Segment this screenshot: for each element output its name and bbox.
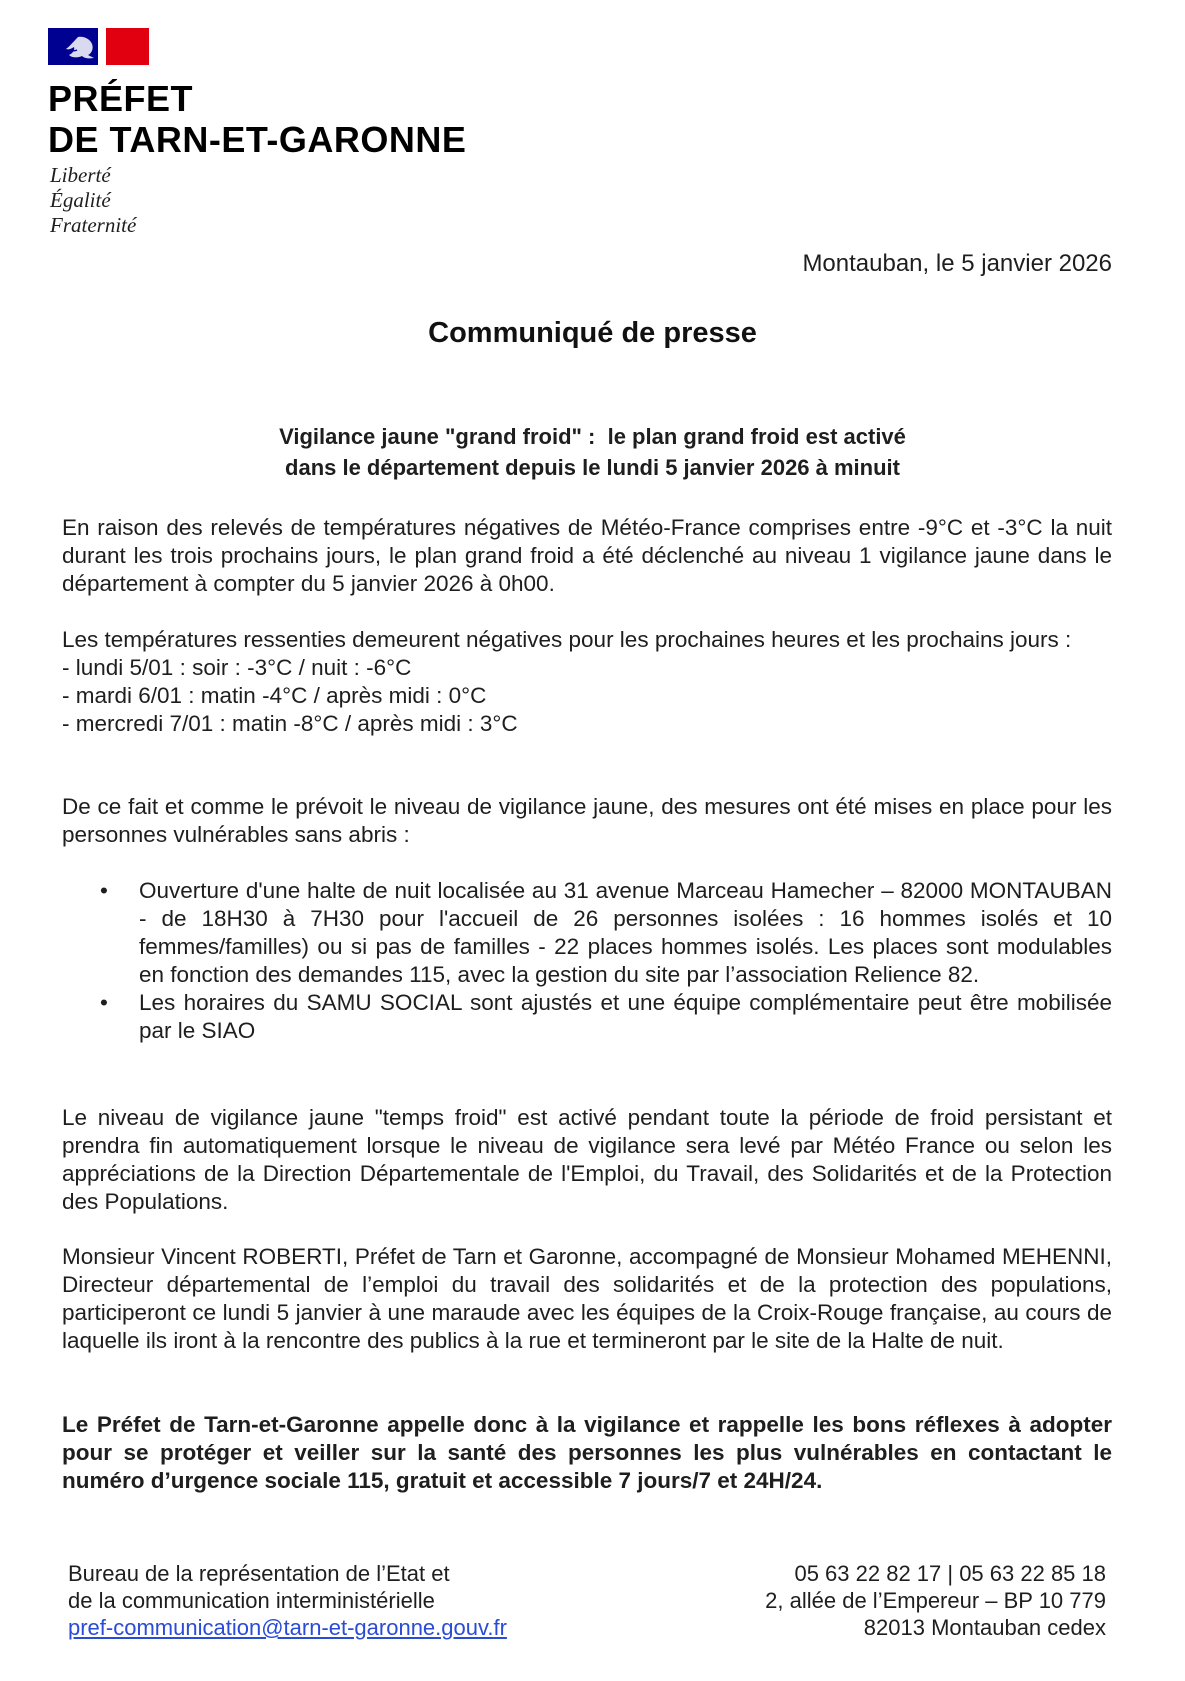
temperatures-intro: Les températures ressenties demeurent négatives pour les prochaines heures et les prochains jours : [62,627,1072,652]
paragraph-measures: De ce fait et comme le prévoit le niveau de vigilance jaune, des mesures ont été mises en place pour les personnes vulnérables sans abris : [62,794,1112,847]
footer-address-line-2: 82013 Montauban cedex [863,1615,1106,1640]
paragraph-call-to-vigilance: Le Préfet de Tarn-et-Garonne appelle donc à la vigilance et rappelle les bons réflexes à adopter pour se protéger et veiller sur la santé des personnes les plus vulnérables en contactant le numéro d’urgence sociale 115, gratuit et accessible 7 jours/7 et 24H/24. [62,1412,1112,1493]
bullet-icon: • [100,990,108,1015]
subject-line-1: Vigilance jaune "grand froid" : le plan grand froid est activé [279,424,906,449]
subject-heading [0,421,1185,483]
subject-line-2: dans le département depuis le lundi 5 janvier 2026 à minuit [285,455,900,480]
footer-phones: 05 63 22 82 17 | 05 63 22 85 18 [794,1561,1106,1586]
paragraph-maraude: Monsieur Vincent ROBERTI, Préfet de Tarn et Garonne, accompagné de Monsieur Mohamed MEHENNI, Directeur départemental de l’emploi du travail des solidarités et de la protection des populations, participeront ce lundi 5 janvier à une maraude avec les équipes de la Croix-Rouge française, au cours de laquelle ils iront à la rencontre des publics à la rue et termineront par le site de la Halte de nuit. [62,1244,1112,1353]
footer-address [765,1560,1106,1641]
marianne-logo [48,28,149,65]
footer-contact-office [68,1560,507,1641]
footer-office-line-1: Bureau de la représentation de l’Etat et [68,1561,450,1586]
paragraph-temperatures [62,626,1112,738]
temperature-line: - mercredi 7/01 : matin -8°C / après midi : 3°C [62,711,518,736]
list-item-text: Ouverture d'une halte de nuit localisée au 31 avenue Marceau Hamecher – 82000 MONTAUBAN - de 18H30 à 7H30 pour l'accueil de 26 personnes isolées : 16 hommes isolés et 10 femmes/familles) ou si pas de familles - 22 places hommes isolés. Les places sont modulables en fonction des demandes 115, avec la gestion du site par l’association Relience 82. [139,878,1112,987]
document-title: Communiqué de presse [428,317,757,349]
marianne-profile-icon [48,28,98,65]
bullet-icon: • [100,878,108,903]
temperature-line: - mardi 6/01 : matin -4°C / après midi : 0°C [62,683,487,708]
prefet-line-2: DE TARN-ET-GARONNE [48,119,467,160]
list-item [62,877,1112,989]
motto-fraternite: Fraternité [50,213,137,237]
measures-list [62,877,1112,1045]
prefecture-name [48,78,466,160]
republic-motto [50,163,136,238]
prefet-line-1: PRÉFET [48,78,194,119]
motto-egalite: Égalité [50,188,111,212]
temperature-line: - lundi 5/01 : soir : -3°C / nuit : -6°C [62,655,412,680]
date-line: Montauban, le 5 janvier 2026 [802,250,1112,277]
paragraph-intro: En raison des relevés de températures négatives de Météo-France comprises entre -9°C et -3°C la nuit durant les trois prochains jours, le plan grand froid a été déclenché au niveau 1 vigilance jaune dans le département à compter du 5 janvier 2026 à 0h00. [62,515,1112,596]
footer-address-line-1: 2, allée de l’Empereur – BP 10 779 [765,1588,1106,1613]
contact-email-link[interactable]: pref-communication@tarn-et-garonne.gouv.fr [68,1615,507,1640]
list-item-text: Les horaires du SAMU SOCIAL sont ajustés et une équipe complémentaire peut être mobilisée par le SIAO [139,990,1112,1043]
footer-office-line-2: de la communication interministérielle [68,1588,435,1613]
paragraph-vigilance-period: Le niveau de vigilance jaune "temps froid" est activé pendant toute la période de froid persistant et prendra fin automatiquement lorsque le niveau de vigilance sera levé par Météo France ou selon les appréciations de la Direction Départementale de l'Emploi, du Travail, des Solidarités et de la Protection des Populations. [62,1105,1112,1214]
motto-liberte: Liberté [50,163,111,187]
list-item [62,989,1112,1045]
